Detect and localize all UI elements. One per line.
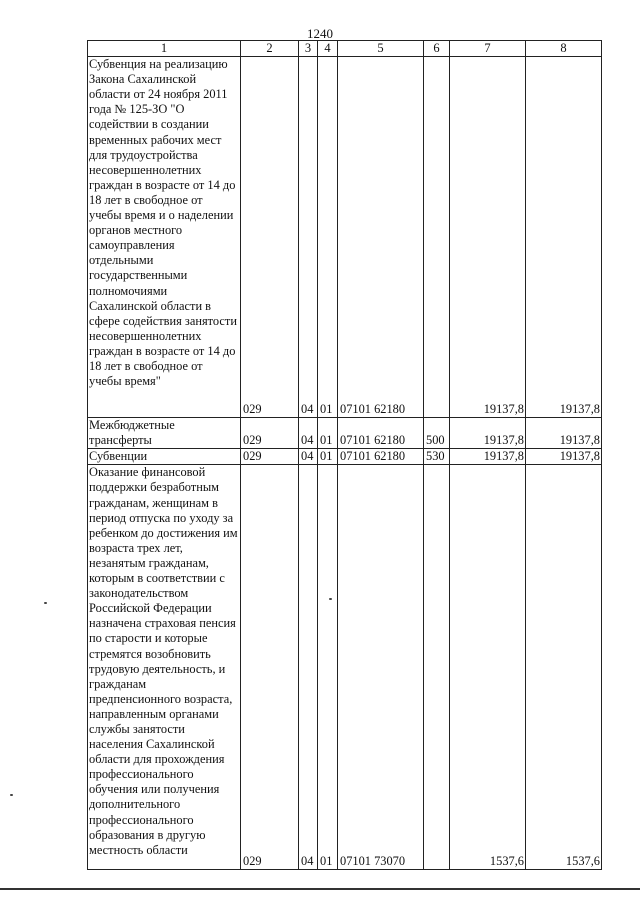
scan-speck bbox=[44, 602, 47, 604]
amount-cell: 19137,8 bbox=[526, 449, 602, 465]
code-cell: 04 bbox=[299, 449, 318, 465]
amount-cell: 19137,8 bbox=[450, 449, 526, 465]
row-name: Оказание финансовой поддержки безработным гражданам, женщинам в период отпуска по уходу за ребенком до достижения им возраста трех лет, незанятым гражданам, которым в соответствии с законодательством Российской Федерации назначена страховая пенсия по старости и которые стремятся возобновить трудовую деятельность, и гражданам предпенсионного возраста, направленным органами службы занятости населения Сахалинской области для прохождения профессионального обучения или получения дополнительного профессионального образования в другую местность области bbox=[88, 465, 241, 870]
scan-speck bbox=[10, 794, 13, 796]
code-cell: 07101 62180 bbox=[338, 418, 424, 449]
code-cell: 500 bbox=[424, 418, 450, 449]
code-cell: 029 bbox=[241, 449, 299, 465]
amount-cell: 19137,8 bbox=[450, 418, 526, 449]
column-header: 2 bbox=[241, 41, 299, 57]
row-name: Субвенция на реализацию Закона Сахалинской области от 24 ноября 2011 года № 125-ЗО "О содействии в создании временных рабочих мест для трудоустройства несовершеннолетних граждан в возрасте от 14 до 18 лет в свободное от учебы время и о наделении органов местного самоуправления отдельными государственными полномочиями Сахалинской области в сфере содействия занятости несовершеннолетних граждан в возрасте от 14 до 18 лет в свободное от учебы время" bbox=[88, 57, 241, 418]
code-cell: 530 bbox=[424, 449, 450, 465]
table-row bbox=[88, 418, 602, 449]
amount-cell: 1537,6 bbox=[526, 465, 602, 870]
code-cell: 01 bbox=[318, 418, 338, 449]
scan-bottom-edge bbox=[0, 888, 640, 890]
amount-cell: 19137,8 bbox=[450, 57, 526, 418]
column-header: 1 bbox=[88, 41, 241, 57]
amount-cell: 1537,6 bbox=[450, 465, 526, 870]
budget-table bbox=[87, 40, 602, 870]
scan-speck bbox=[329, 598, 332, 600]
code-cell: 07101 62180 bbox=[338, 449, 424, 465]
row-name: Межбюджетные трансферты bbox=[88, 418, 241, 449]
code-cell: 07101 73070 bbox=[338, 465, 424, 870]
page-number: 1240 bbox=[307, 26, 333, 41]
code-cell: 07101 62180 bbox=[338, 57, 424, 418]
code-cell: 01 bbox=[318, 449, 338, 465]
code-cell: 04 bbox=[299, 465, 318, 870]
amount-cell: 19137,8 bbox=[526, 57, 602, 418]
column-header: 3 bbox=[299, 41, 318, 57]
code-cell: 029 bbox=[241, 465, 299, 870]
table-row bbox=[88, 57, 602, 418]
code-cell: 029 bbox=[241, 418, 299, 449]
column-header: 4 bbox=[318, 41, 338, 57]
code-cell bbox=[424, 465, 450, 870]
column-header: 8 bbox=[526, 41, 602, 57]
table-row bbox=[88, 449, 602, 465]
code-cell: 029 bbox=[241, 57, 299, 418]
amount-cell: 19137,8 bbox=[526, 418, 602, 449]
column-header: 7 bbox=[450, 41, 526, 57]
code-cell: 01 bbox=[318, 57, 338, 418]
code-cell: 01 bbox=[318, 465, 338, 870]
code-cell: 04 bbox=[299, 57, 318, 418]
code-cell: 04 bbox=[299, 418, 318, 449]
column-header-row bbox=[88, 41, 602, 57]
row-name: Субвенции bbox=[88, 449, 241, 465]
table-row bbox=[88, 465, 602, 870]
column-header: 5 bbox=[338, 41, 424, 57]
column-header: 6 bbox=[424, 41, 450, 57]
code-cell bbox=[424, 57, 450, 418]
